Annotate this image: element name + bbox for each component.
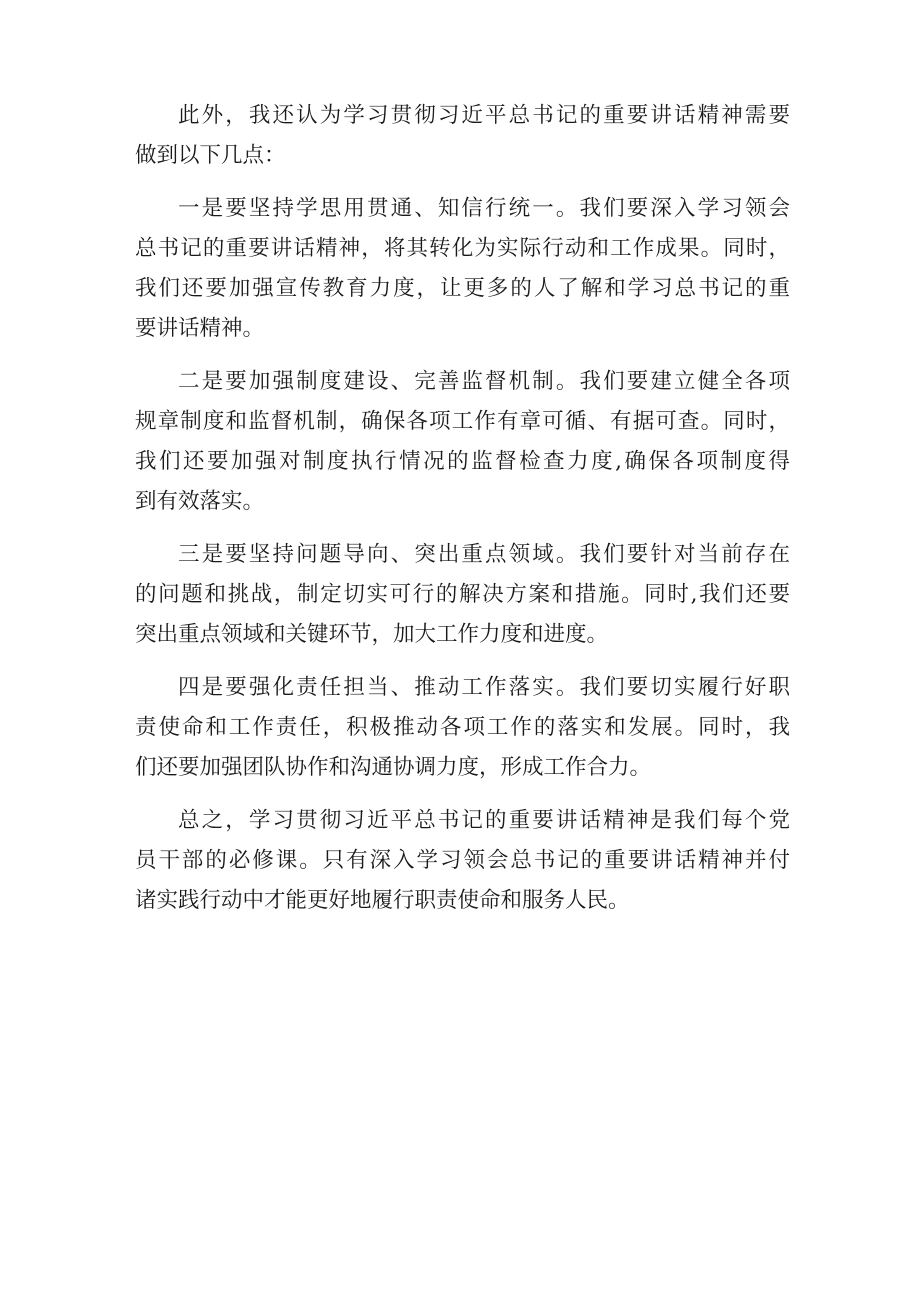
text-line: 二是要加强制度建设、完善监督机制。我们要建立健全各项 — [178, 369, 790, 394]
text-line: 我们还要加强对制度执行情况的监督检查力度,确保各项制度得 — [135, 449, 790, 474]
paragraph-point-three — [135, 535, 790, 655]
paragraph-point-one — [135, 189, 790, 349]
text-line: 此外，我还认为学习贯彻习近平总书记的重要讲话精神需要 — [178, 103, 790, 128]
paragraph-point-two — [135, 362, 790, 522]
text-line: 到有效落实。 — [135, 489, 265, 514]
text-line: 规章制度和监督机制，确保各项工作有章可循、有据可查。同时， — [135, 409, 790, 434]
document-body — [135, 96, 790, 934]
text-line: 们还要加强团队协作和沟通协调力度，形成工作合力。 — [135, 755, 652, 780]
paragraph-conclusion — [135, 801, 790, 921]
text-line: 做到以下几点： — [135, 143, 286, 168]
text-line: 诸实践行动中才能更好地履行职责使命和服务人民。 — [135, 888, 630, 913]
text-line: 总书记的重要讲话精神，将其转化为实际行动和工作成果。同时， — [135, 236, 790, 261]
text-line: 突出重点领域和关键环节，加大工作力度和进度。 — [135, 622, 609, 647]
text-line: 责使命和工作责任，积极推动各项工作的落实和发展。同时，我 — [135, 715, 790, 740]
text-line: 员干部的必修课。只有深入学习领会总书记的重要讲话精神并付 — [135, 848, 790, 873]
text-line: 要讲话精神。 — [135, 316, 265, 341]
text-line: 一是要坚持学思用贯通、知信行统一。我们要深入学习领会 — [178, 196, 790, 221]
text-line: 四是要强化责任担当、推动工作落实。我们要切实履行好职 — [178, 675, 790, 700]
text-line: 我们还要加强宣传教育力度，让更多的人了解和学习总书记的重 — [135, 276, 790, 301]
paragraph-point-four — [135, 668, 790, 788]
text-line: 三是要坚持问题导向、突出重点领域。我们要针对当前存在 — [178, 542, 790, 567]
text-line: 的问题和挑战，制定切实可行的解决方案和措施。同时,我们还要 — [135, 582, 790, 607]
text-line: 总之，学习贯彻习近平总书记的重要讲话精神是我们每个党 — [178, 808, 790, 833]
paragraph-intro — [135, 96, 790, 176]
